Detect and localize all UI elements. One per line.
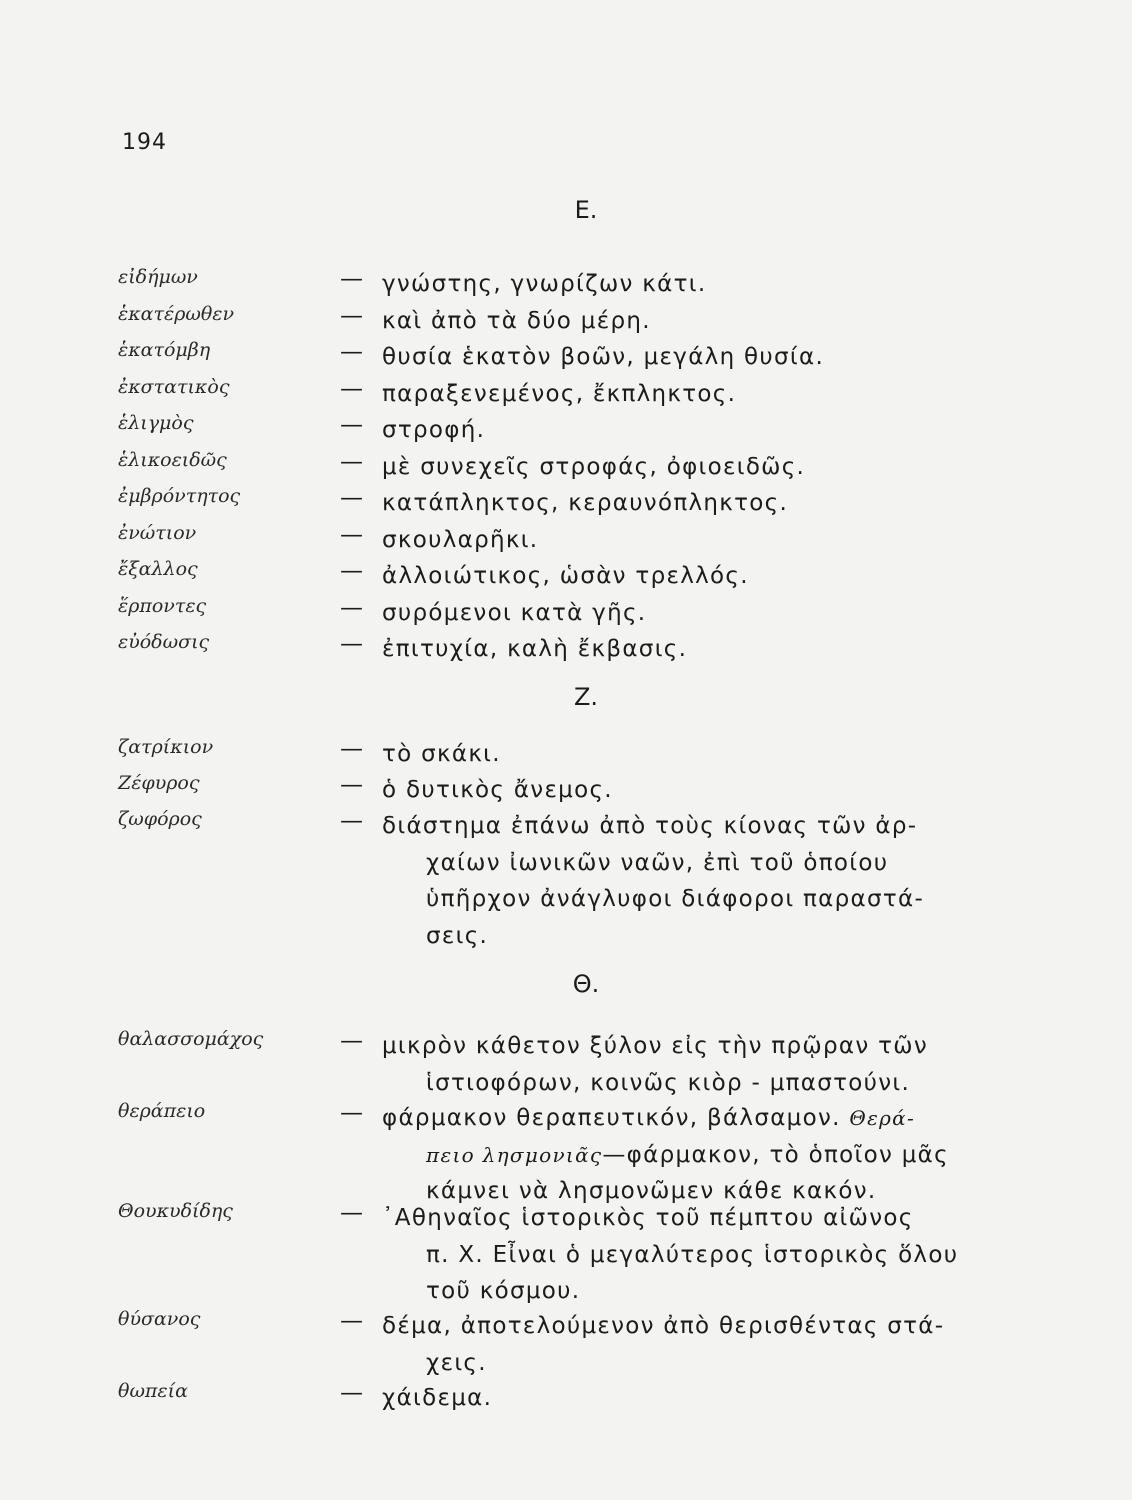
entry-definition (382, 808, 1042, 954)
entry-definition: σκουλαρῆκι. (382, 526, 539, 553)
entry-term: θεράπειο (118, 1100, 206, 1122)
entry-dash: — (340, 339, 363, 365)
definition-line: τοῦ κόσμου. (426, 1278, 581, 1304)
entry-dash: — (340, 1100, 363, 1126)
entry-dash: — (340, 1028, 363, 1054)
definition-text: —φάρμακον, τὸ ὁποῖον μᾶς (602, 1141, 949, 1168)
entry-dash: — (340, 302, 363, 329)
entry-dash: — (340, 1200, 363, 1226)
entry-term: ζατρίκιον (118, 736, 214, 758)
definition-line: χαίων ἰωνικῶν ναῶν, ἐπὶ τοῦ ὁποίου (426, 849, 889, 876)
entry-term: θαλασσομάχος (118, 1028, 264, 1050)
entry-term: Θουκυδίδης (118, 1200, 233, 1222)
entry-dash: — (340, 448, 363, 475)
entry-term: ἕρποντες (118, 594, 207, 617)
definition-line (382, 1100, 1042, 1137)
entry-definition (382, 1100, 1042, 1210)
entry-definition: θυσία ἑκατὸν βοῶν, μεγάλη θυσία. (382, 344, 825, 370)
entry-term: ἐκστατικὸς (118, 375, 230, 398)
entry-definition: μὲ συνεχεῖς στροφάς, ὀφιοειδῶς. (382, 453, 806, 480)
entry-dash: — (340, 521, 363, 548)
entry-term: ἑλικοειδῶς (118, 448, 227, 471)
definition-line: μικρὸν κάθετον ξύλον εἰς τὴν πρῷραν τῶν (382, 1033, 928, 1059)
definition-line: δέμα, ἀποτελούμενον ἀπὸ θερισθέντας στά- (382, 1313, 945, 1339)
entry-definition (382, 1308, 1042, 1381)
entry-dash: — (340, 808, 363, 834)
entry-dash: — (340, 485, 363, 511)
definition-text: φάρμακον θεραπευτικόν, βάλσαμον. (382, 1105, 841, 1131)
definition-line: χεις. (426, 1349, 487, 1376)
entry-term: ἔξαλλος (118, 558, 198, 580)
entry-term: θωπεία (118, 1380, 188, 1402)
entry-term: ἑλιγμὸς (118, 412, 194, 434)
definition-italic-text: πειο λησμονιᾶς (426, 1142, 603, 1167)
entry-definition: ἐπιτυχία, καλὴ ἔκβασις. (382, 636, 688, 662)
entry-definition: χάιδεμα. (382, 1385, 493, 1411)
entry-definition (382, 1028, 1042, 1101)
entry-dash: — (340, 1308, 363, 1334)
entry-definition: καὶ ἀπὸ τὰ δύο μέρη. (382, 307, 651, 334)
entry-term: ζωφόρος (118, 808, 202, 830)
definition-line: ᾿Αθηναῖος ἱστορικὸς τοῦ πέμπτου αἰῶνος (382, 1205, 914, 1231)
entry-definition: γνώστης, γνωρίζων κάτι. (382, 271, 707, 297)
page-number: 194 (122, 130, 167, 155)
definition-line: διάστημα ἐπάνω ἀπὸ τοὺς κίονας τῶν ἀρ- (382, 813, 918, 839)
entry-definition: στροφή. (382, 417, 486, 443)
entry-term: θύσανος (118, 1308, 201, 1330)
entry-dash: — (340, 736, 363, 762)
entry-definition (382, 1200, 1042, 1310)
entry-definition: τὸ σκάκι. (382, 741, 501, 767)
definition-line: ὑπῆρχον ἀνάγλυφοι διάφοροι παραστά- (426, 886, 925, 912)
entry-dash: — (340, 772, 363, 798)
entry-dash: — (340, 631, 363, 657)
definition-line: π. Χ. Εἶναι ὁ μεγαλύτερος ἱστορικὸς ὅλου (426, 1241, 959, 1268)
entry-dash: — (340, 412, 363, 438)
definition-italic-text: Θερά- (849, 1106, 916, 1130)
entry-definition: κατάπληκτος, κεραυνόπληκτος. (382, 490, 789, 516)
entry-dash: — (340, 1380, 363, 1406)
entry-term: εἰδήμων (118, 266, 198, 288)
entry-term: ἑκατόμβη (118, 339, 211, 361)
entry-dash: — (340, 375, 363, 402)
entry-definition: συρόμενοι κατὰ γῆς. (382, 599, 647, 626)
definition-line: ἱστιοφόρων, κοινῶς κιὸρ - μπαστούνι. (426, 1069, 911, 1096)
entry-definition: ὁ δυτικὸς ἄνεμος. (382, 777, 613, 803)
entry-dash: — (340, 558, 363, 584)
definition-line: σεις. (426, 922, 489, 949)
section-heading-epsilon: Ε. (574, 196, 598, 224)
entry-term: ἑκατέρωθεν (118, 302, 235, 325)
section-heading-zeta: Ζ. (573, 683, 599, 711)
entry-term: ἐνώτιον (118, 521, 197, 544)
entry-term: ἐμβρόντητος (118, 485, 241, 507)
entry-dash: — (340, 594, 363, 621)
entry-term: εὐόδωσις (118, 631, 210, 653)
entry-term: Ζέφυρος (118, 772, 200, 794)
entry-definition: ἀλλοιώτικος, ὡσὰν τρελλός. (382, 563, 749, 589)
definition-line (382, 1137, 1042, 1174)
definition-line: κάμνει νὰ λησμονῶμεν κάθε κακόν. (426, 1178, 877, 1204)
entry-dash: — (340, 266, 363, 292)
entry-definition: παραξενεμένος, ἔκπληκτος. (382, 380, 737, 407)
section-heading-theta: Θ. (572, 970, 600, 998)
